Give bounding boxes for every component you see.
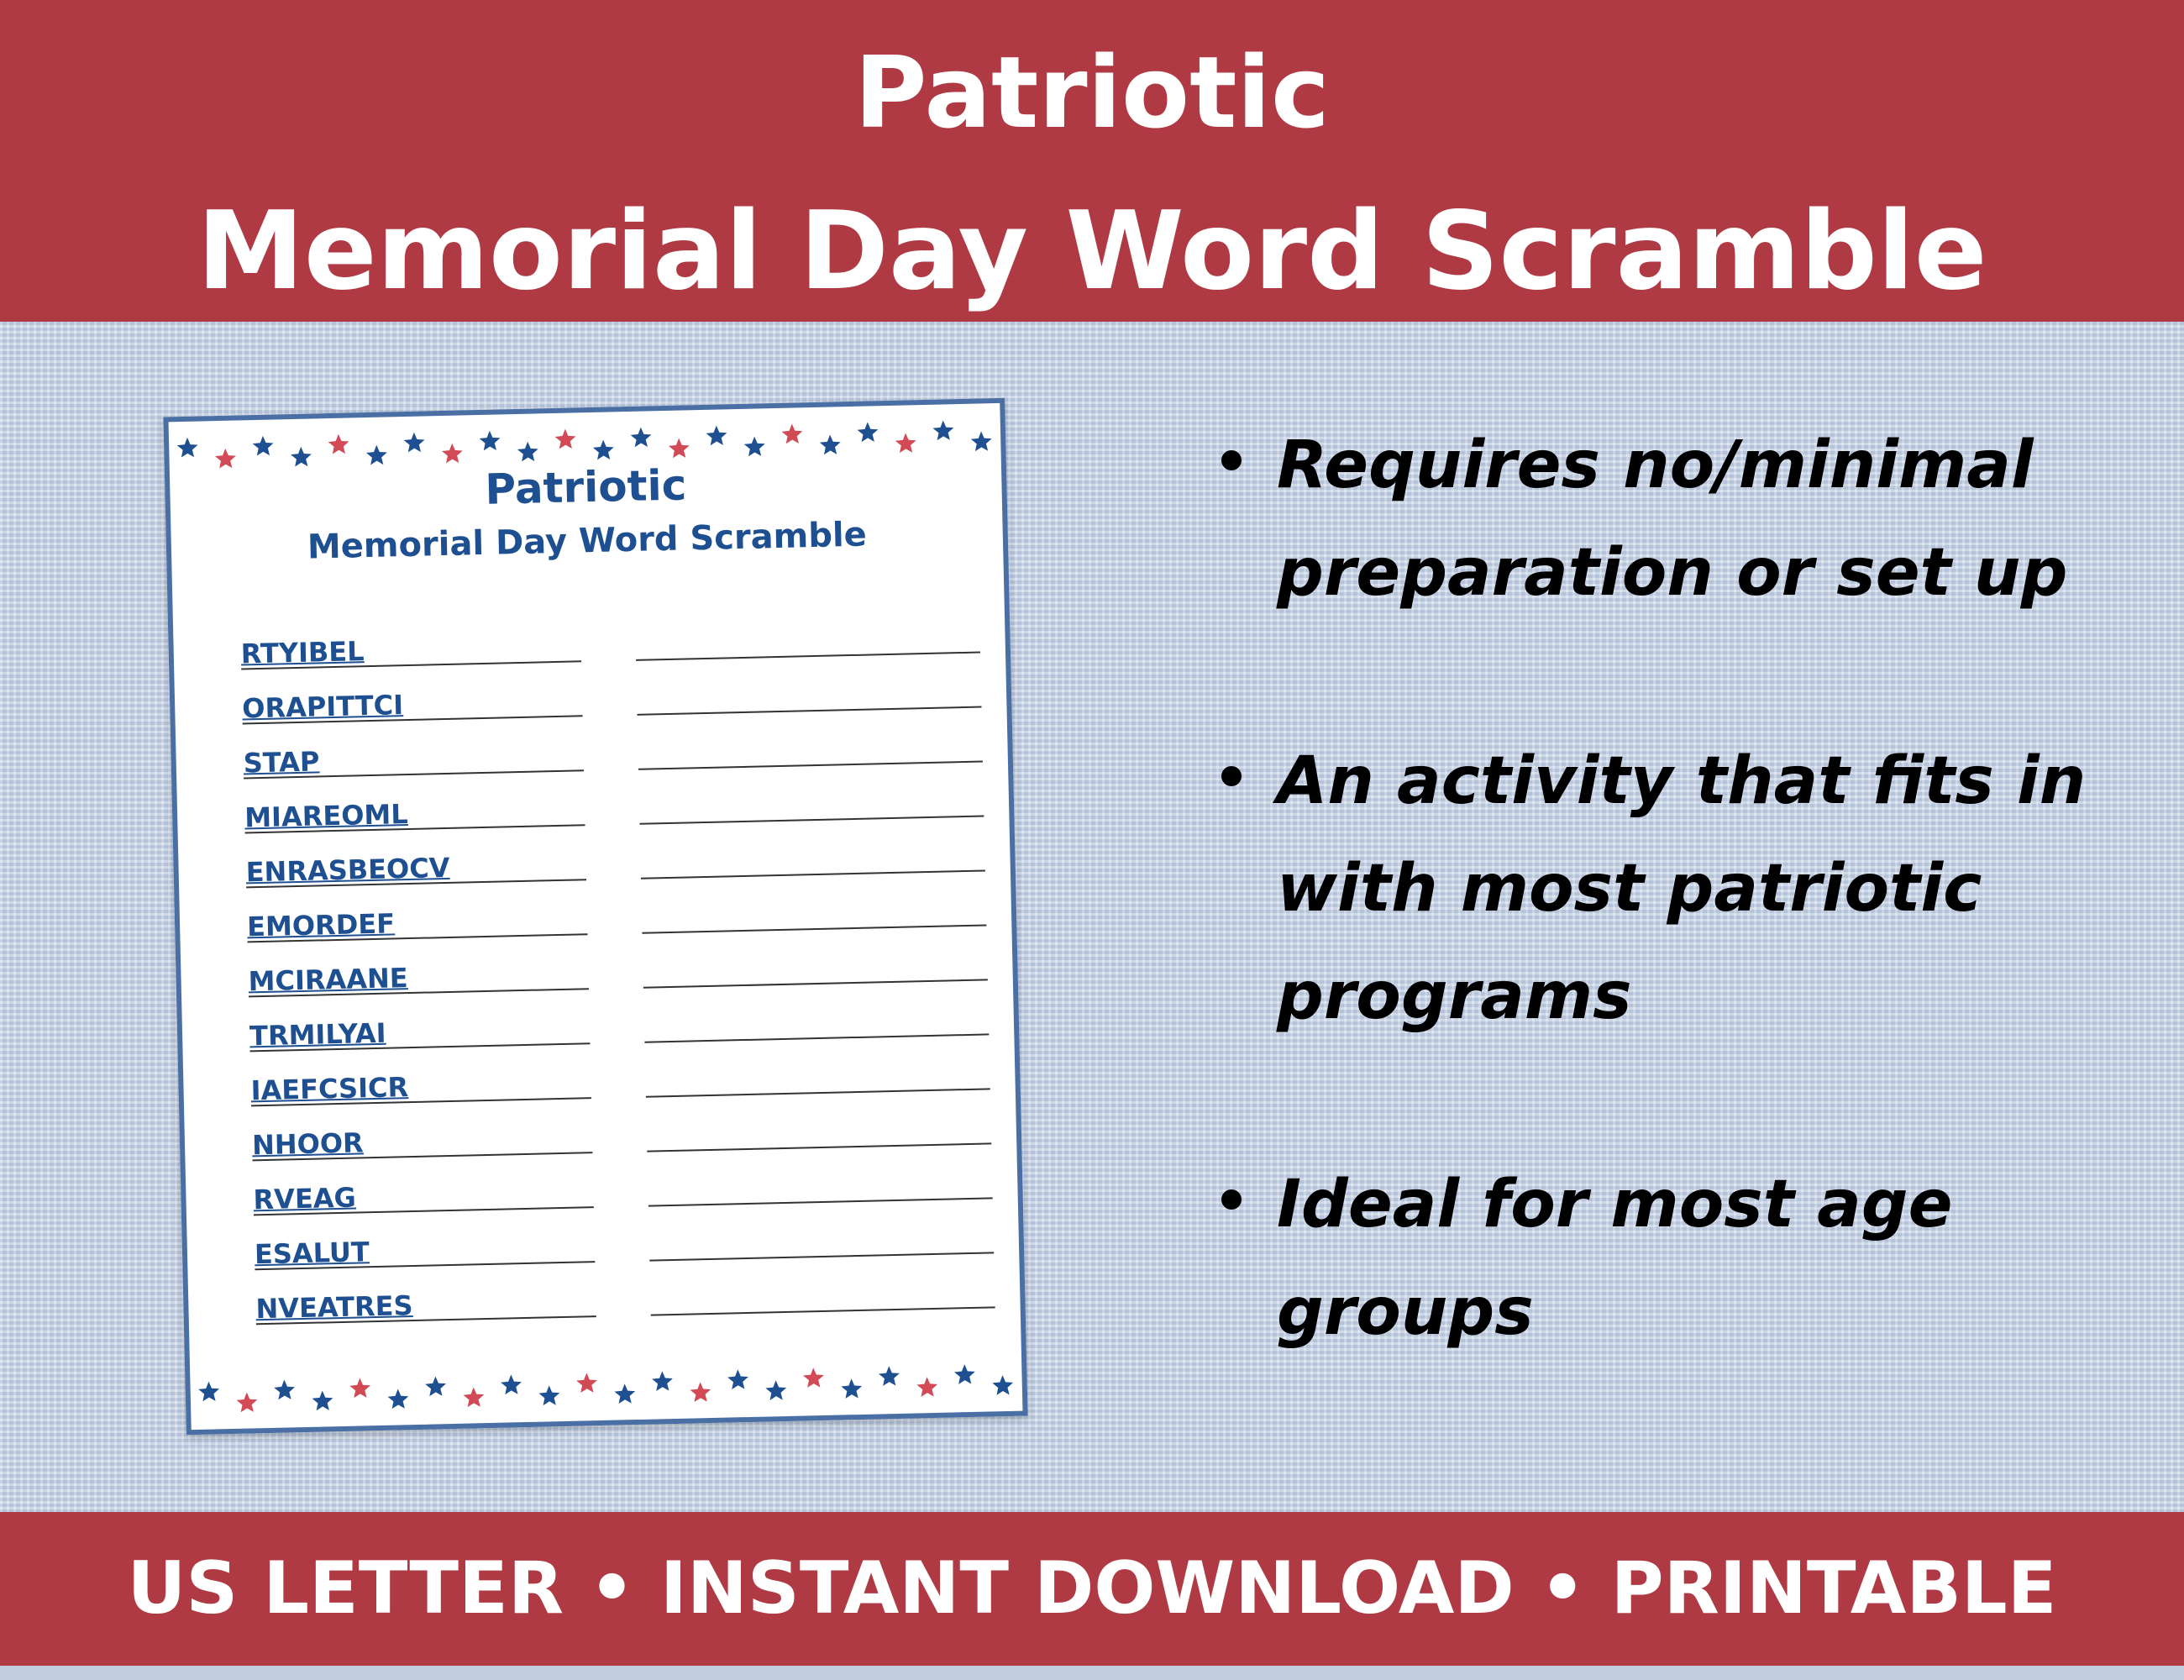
scrambled-word: NHOOR	[251, 1126, 365, 1162]
banner-title-line1: Patriotic	[854, 34, 1330, 150]
answer-line	[651, 1306, 995, 1315]
worksheet-preview	[163, 398, 1027, 1435]
scrambled-word: ENRASBEOCV	[245, 851, 450, 889]
star-icon	[630, 427, 651, 447]
star-icon	[669, 438, 690, 458]
worksheet-word-list	[240, 606, 987, 1332]
star-icon	[614, 1383, 635, 1404]
scrambled-word: RTYIBEL	[240, 635, 365, 670]
scrambled-word: MIAREOML	[244, 798, 409, 834]
answer-line	[643, 979, 988, 988]
worksheet-subtitle: Memorial Day Word Scramble	[307, 515, 868, 567]
star-icon	[215, 449, 236, 469]
star-icon	[916, 1377, 937, 1397]
star-icon	[593, 439, 614, 459]
star-icon	[253, 436, 274, 456]
star-icon	[403, 432, 424, 452]
star-icon	[744, 436, 765, 456]
star-icon	[781, 423, 802, 444]
star-border-bottom	[190, 1354, 1022, 1423]
answer-line	[639, 815, 984, 824]
feature-text: Requires no/minimal preparation or set up	[1277, 428, 2068, 611]
star-icon	[706, 425, 727, 445]
star-icon	[177, 438, 198, 458]
bottom-banner	[0, 1512, 2184, 1666]
star-icon	[576, 1373, 597, 1393]
star-icon	[425, 1376, 446, 1396]
feature-bullet	[1210, 727, 2150, 1050]
feature-bullet	[1210, 1151, 2150, 1366]
star-icon	[366, 444, 387, 465]
scrambled-word: ESALUT	[254, 1236, 370, 1271]
star-icon	[517, 441, 538, 461]
star-icon	[652, 1371, 673, 1391]
feature-text: An activity that fits in with most patriotic programs	[1277, 743, 2087, 1034]
answer-line	[641, 869, 985, 879]
star-icon	[954, 1364, 975, 1384]
star-icon	[690, 1382, 711, 1402]
answer-line	[648, 1197, 993, 1206]
star-icon	[328, 434, 349, 454]
star-icon	[895, 433, 916, 453]
scrambled-word: TRMILYAI	[249, 1016, 386, 1053]
bullet-dot-icon	[1221, 1189, 1242, 1210]
star-icon	[387, 1389, 408, 1409]
star-icon	[198, 1381, 219, 1401]
answer-line	[638, 760, 983, 769]
footer-text: US LETTER • INSTANT DOWNLOAD • PRINTABLE	[127, 1546, 2057, 1630]
banner-title-line2: Memorial Day Word Scramble	[197, 189, 1987, 314]
star-icon	[765, 1380, 786, 1400]
scrambled-word: NVEATRES	[255, 1289, 413, 1326]
feature-bullet	[1210, 412, 2150, 627]
answer-line	[649, 1252, 994, 1261]
answer-line	[642, 924, 986, 933]
star-icon	[820, 434, 841, 454]
star-icon	[501, 1374, 522, 1394]
star-icon	[879, 1366, 900, 1386]
answer-line	[644, 1033, 989, 1042]
star-icon	[857, 422, 878, 442]
star-icon	[274, 1379, 295, 1399]
star-icon	[312, 1390, 333, 1410]
star-icon	[442, 443, 463, 463]
star-icon	[479, 430, 500, 450]
scrambled-word: RVEAG	[253, 1181, 357, 1216]
feature-list	[1210, 412, 2150, 1467]
star-icon	[992, 1375, 1013, 1395]
bottom-strip	[0, 1666, 2184, 1680]
worksheet-title: Patriotic	[484, 460, 687, 514]
star-icon	[463, 1387, 484, 1407]
star-icon	[538, 1385, 559, 1405]
star-icon	[803, 1368, 824, 1388]
bullet-dot-icon	[1221, 450, 1242, 470]
answer-line	[636, 652, 980, 661]
scrambled-word: IAEFCSICR	[250, 1071, 409, 1107]
star-icon	[727, 1369, 748, 1389]
top-banner	[0, 0, 2184, 322]
star-icon	[236, 1392, 257, 1412]
scrambled-word: MCIRAANE	[248, 962, 409, 998]
star-icon	[554, 428, 575, 449]
scrambled-word: EMORDEF	[246, 907, 396, 943]
answer-line	[638, 706, 982, 716]
answer-line	[647, 1142, 991, 1152]
bullet-dot-icon	[1221, 766, 1242, 786]
scrambled-word: STAP	[243, 745, 320, 780]
feature-text: Ideal for most age groups	[1277, 1167, 1953, 1350]
star-icon	[841, 1378, 862, 1399]
scrambled-word: ORAPITTCI	[241, 689, 404, 725]
star-icon	[932, 420, 953, 440]
answer-line	[646, 1088, 990, 1097]
star-icon	[349, 1378, 370, 1398]
star-icon	[291, 447, 312, 467]
star-icon	[971, 431, 992, 451]
